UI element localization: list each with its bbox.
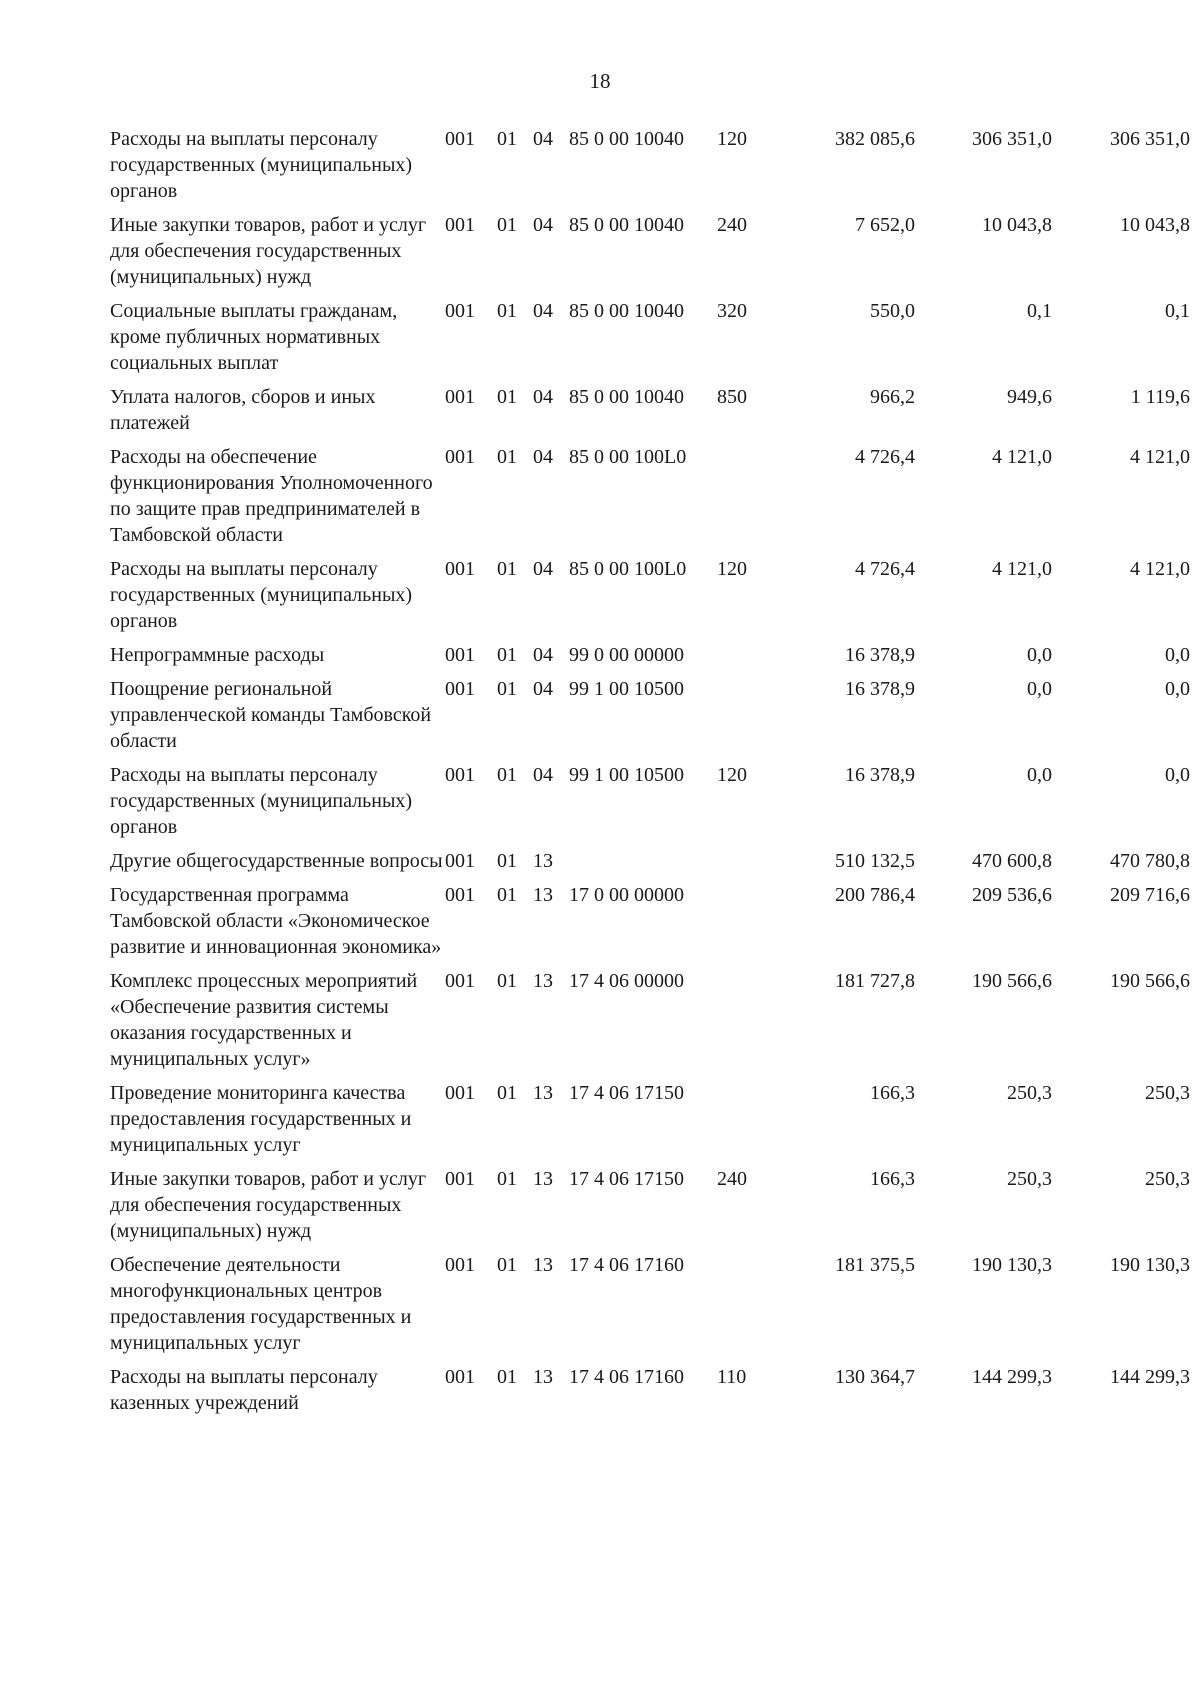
section-code: 01 [497, 1082, 517, 1104]
grbs-code: 001 [445, 970, 475, 992]
amount-year-3: 10 043,8 [1120, 214, 1190, 236]
amount-year-3: 0,0 [1165, 678, 1190, 700]
grbs-code: 001 [445, 850, 475, 872]
grbs-code: 001 [445, 764, 475, 786]
amount-year-1: 4 726,4 [855, 558, 915, 580]
expense-name: Комплекс процессных мероприятий «Обеспечение развития системы оказания государственных и муниципальных услуг» [110, 970, 418, 1070]
expense-name: Обеспечение деятельности многофункциональных центров предоставления государственных и муниципальных услуг [110, 1254, 412, 1354]
amount-year-1: 130 364,7 [835, 1366, 915, 1388]
section-code: 01 [497, 214, 517, 236]
amount-year-2: 0,0 [1027, 764, 1052, 786]
grbs-code: 001 [445, 1168, 475, 1190]
expense-type-code: 240 [717, 1168, 747, 1190]
amount-year-1: 510 132,5 [835, 850, 915, 872]
amount-year-2: 0,0 [1027, 644, 1052, 666]
amount-year-3: 250,3 [1145, 1082, 1190, 1104]
amount-year-1: 16 378,9 [845, 678, 915, 700]
table-row [110, 556, 1190, 642]
amount-year-2: 190 130,3 [972, 1254, 1052, 1276]
expense-type-code [717, 882, 777, 968]
target-article-code: 99 0 00 00000 [569, 644, 684, 666]
table-row [110, 676, 1190, 762]
expense-type-code: 320 [717, 300, 747, 322]
section-code: 01 [497, 644, 517, 666]
amount-year-3: 0,0 [1165, 644, 1190, 666]
subsection-code: 13 [533, 1082, 553, 1104]
section-code: 01 [497, 558, 517, 580]
amount-year-1: 200 786,4 [835, 884, 915, 906]
amount-year-3: 470 780,8 [1110, 850, 1190, 872]
amount-year-2: 949,6 [1007, 386, 1052, 408]
table-row [110, 762, 1190, 848]
expense-name: Государственная программа Тамбовской области «Экономическое развитие и инновационная экономика» [110, 884, 442, 958]
section-code: 01 [497, 128, 517, 150]
expense-name: Расходы на обеспечение функционирования Уполномоченного по защите прав предпринимателей в Тамбовской области [110, 446, 433, 546]
table-row [110, 1166, 1190, 1252]
target-article-code: 85 0 00 10040 [569, 128, 684, 150]
amount-year-3: 144 299,3 [1110, 1366, 1190, 1388]
grbs-code: 001 [445, 446, 475, 468]
amount-year-1: 382 085,6 [835, 128, 915, 150]
section-code: 01 [497, 1254, 517, 1276]
target-article-code: 99 1 00 10500 [569, 678, 684, 700]
section-code: 01 [497, 678, 517, 700]
grbs-code: 001 [445, 128, 475, 150]
table-row [110, 1252, 1190, 1364]
target-article-code: 17 4 06 00000 [569, 970, 684, 992]
target-article-code: 99 1 00 10500 [569, 764, 684, 786]
expense-name: Расходы на выплаты персоналу казенных учреждений [110, 1366, 378, 1414]
table-row [110, 1364, 1190, 1424]
expense-type-code [717, 642, 777, 676]
amount-year-3: 250,3 [1145, 1168, 1190, 1190]
section-code: 01 [497, 1168, 517, 1190]
table-row [110, 1080, 1190, 1166]
amount-year-2: 144 299,3 [972, 1366, 1052, 1388]
amount-year-2: 4 121,0 [992, 446, 1052, 468]
subsection-code: 04 [533, 446, 553, 468]
amount-year-1: 16 378,9 [845, 764, 915, 786]
subsection-code: 13 [533, 850, 553, 872]
target-article-code: 17 4 06 17160 [569, 1366, 684, 1388]
table-row [110, 384, 1190, 444]
amount-year-2: 306 351,0 [972, 128, 1052, 150]
amount-year-2: 470 600,8 [972, 850, 1052, 872]
expense-type-code: 110 [717, 1366, 747, 1388]
table-row [110, 212, 1190, 298]
subsection-code: 04 [533, 214, 553, 236]
amount-year-1: 7 652,0 [855, 214, 915, 236]
amount-year-1: 550,0 [870, 300, 915, 322]
grbs-code: 001 [445, 678, 475, 700]
amount-year-1: 166,3 [870, 1168, 915, 1190]
section-code: 01 [497, 446, 517, 468]
grbs-code: 001 [445, 1082, 475, 1104]
subsection-code: 04 [533, 558, 553, 580]
target-article-code: 85 0 00 100L0 [569, 446, 687, 468]
amount-year-3: 4 121,0 [1130, 558, 1190, 580]
expense-name: Расходы на выплаты персоналу государственных (муниципальных) органов [110, 558, 413, 632]
target-article-code: 17 4 06 17150 [569, 1082, 684, 1104]
subsection-code: 04 [533, 300, 553, 322]
expense-type-code [717, 1252, 777, 1364]
expense-type-code [717, 1080, 777, 1166]
section-code: 01 [497, 884, 517, 906]
subsection-code: 04 [533, 678, 553, 700]
grbs-code: 001 [445, 1366, 475, 1388]
subsection-code: 13 [533, 1168, 553, 1190]
grbs-code: 001 [445, 558, 475, 580]
table-row [110, 642, 1190, 676]
expense-type-code: 120 [717, 128, 747, 150]
expense-type-code: 120 [717, 558, 747, 580]
section-code: 01 [497, 386, 517, 408]
table-row [110, 444, 1190, 556]
amount-year-1: 166,3 [870, 1082, 915, 1104]
table-row [110, 968, 1190, 1080]
target-article-code: 85 0 00 10040 [569, 386, 684, 408]
amount-year-3: 190 566,6 [1110, 970, 1190, 992]
subsection-code: 04 [533, 386, 553, 408]
amount-year-1: 16 378,9 [845, 644, 915, 666]
grbs-code: 001 [445, 1254, 475, 1276]
subsection-code: 13 [533, 970, 553, 992]
amount-year-3: 306 351,0 [1110, 128, 1190, 150]
amount-year-2: 250,3 [1007, 1168, 1052, 1190]
amount-year-3: 0,1 [1165, 300, 1190, 322]
amount-year-2: 4 121,0 [992, 558, 1052, 580]
section-code: 01 [497, 850, 517, 872]
expense-type-code: 120 [717, 764, 747, 786]
target-article-code: 17 0 00 00000 [569, 884, 684, 906]
table-row [110, 298, 1190, 384]
amount-year-1: 181 727,8 [835, 970, 915, 992]
expense-type-code: 240 [717, 214, 747, 236]
subsection-code: 04 [533, 764, 553, 786]
page-number: 18 [589, 69, 611, 93]
section-code: 01 [497, 970, 517, 992]
amount-year-3: 4 121,0 [1130, 446, 1190, 468]
expense-name: Расходы на выплаты персоналу государственных (муниципальных) органов [110, 128, 413, 202]
table-row [110, 126, 1190, 212]
target-article-code [569, 848, 717, 882]
amount-year-3: 1 119,6 [1130, 386, 1190, 408]
expense-name: Уплата налогов, сборов и иных платежей [110, 386, 376, 434]
amount-year-2: 209 536,6 [972, 884, 1052, 906]
grbs-code: 001 [445, 214, 475, 236]
grbs-code: 001 [445, 386, 475, 408]
amount-year-1: 966,2 [870, 386, 915, 408]
target-article-code: 17 4 06 17150 [569, 1168, 684, 1190]
subsection-code: 13 [533, 1254, 553, 1276]
subsection-code: 13 [533, 1366, 553, 1388]
target-article-code: 85 0 00 10040 [569, 214, 684, 236]
budget-table [110, 126, 1190, 1424]
table-row [110, 882, 1190, 968]
target-article-code: 17 4 06 17160 [569, 1254, 684, 1276]
grbs-code: 001 [445, 644, 475, 666]
amount-year-2: 190 566,6 [972, 970, 1052, 992]
amount-year-3: 190 130,3 [1110, 1254, 1190, 1276]
target-article-code: 85 0 00 100L0 [569, 558, 687, 580]
expense-name: Расходы на выплаты персоналу государственных (муниципальных) органов [110, 764, 413, 838]
section-code: 01 [497, 764, 517, 786]
amount-year-2: 0,1 [1027, 300, 1052, 322]
section-code: 01 [497, 1366, 517, 1388]
expense-name: Социальные выплаты гражданам, кроме публичных нормативных социальных выплат [110, 300, 398, 374]
expense-name: Иные закупки товаров, работ и услуг для обеспечения государственных (муниципальных) нужд [110, 1168, 427, 1242]
amount-year-2: 250,3 [1007, 1082, 1052, 1104]
amount-year-3: 0,0 [1165, 764, 1190, 786]
budget-table-body [110, 126, 1190, 1424]
grbs-code: 001 [445, 300, 475, 322]
subsection-code: 04 [533, 644, 553, 666]
subsection-code: 13 [533, 884, 553, 906]
section-code: 01 [497, 300, 517, 322]
amount-year-3: 209 716,6 [1110, 884, 1190, 906]
expense-type-code: 850 [717, 386, 747, 408]
amount-year-1: 4 726,4 [855, 446, 915, 468]
expense-name: Непрограммные расходы [110, 644, 325, 666]
amount-year-2: 10 043,8 [982, 214, 1052, 236]
expense-type-code [717, 676, 777, 762]
expense-name: Другие общегосударственные вопросы [110, 850, 443, 872]
expense-name: Поощрение региональной управленческой команды Тамбовской области [110, 678, 432, 752]
subsection-code: 04 [533, 128, 553, 150]
expense-name: Проведение мониторинга качества предоставления государственных и муниципальных услуг [110, 1082, 412, 1156]
amount-year-1: 181 375,5 [835, 1254, 915, 1276]
target-article-code: 85 0 00 10040 [569, 300, 684, 322]
expense-name: Иные закупки товаров, работ и услуг для обеспечения государственных (муниципальных) нужд [110, 214, 427, 288]
grbs-code: 001 [445, 884, 475, 906]
expense-type-code [717, 968, 777, 1080]
amount-year-2: 0,0 [1027, 678, 1052, 700]
expense-type-code [717, 848, 777, 882]
table-row [110, 848, 1190, 882]
expense-type-code [717, 444, 777, 556]
